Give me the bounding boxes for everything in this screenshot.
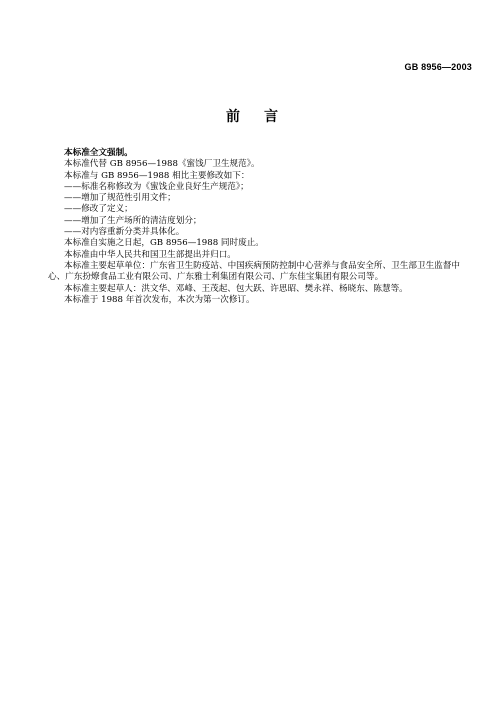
paragraph-change-2: ——增加了规范性引用文件； <box>64 193 176 204</box>
paragraph-replaces: 本标准代替 GB 8956—1988《蜜饯厂卫生规范》。 <box>64 159 260 170</box>
paragraph-change-1: ——标准名称修改为《蜜饯企业良好生产规范》； <box>64 181 249 192</box>
document-body <box>48 148 460 306</box>
paragraph-changes-intro: 本标准与 GB 8956—1988 相比主要修改如下： <box>64 170 250 181</box>
paragraph-abolish: 本标准自实施之日起，GB 8956—1988 同时废止。 <box>64 238 264 249</box>
paragraph-drafting-units: 本标准主要起草单位：广东省卫生防疫站、中国疾病预防控制中心营养与食品安全所、卫生部卫生监督中心、广东扮燎食品工业有限公司、广东雅士利集团有限公司、广东佳宝集团有限公司等。 <box>48 260 460 283</box>
paragraph-change-5: ——对内容重新分类并具体化。 <box>64 227 185 238</box>
paragraph-proposer: 本标准由中华人民共和国卫生部提出并归口。 <box>64 249 236 260</box>
page-title: 前言 <box>226 109 302 125</box>
paragraph-mandatory: 本标准全文强制。 <box>64 148 133 158</box>
paragraph-change-3: ——修改了定义； <box>64 204 133 215</box>
standard-number: GB 8956—2003 <box>404 62 472 72</box>
paragraph-change-4: ——增加了生产场所的清洁度划分； <box>64 215 202 226</box>
paragraph-history: 本标准于 1988 年首次发布，本次为第一次修订。 <box>64 294 255 305</box>
paragraph-drafters: 本标准主要起草人：洪文华、邓峰、王茂起、包大跃、许思昭、樊永祥、杨晓东、陈慧等。 <box>64 283 408 294</box>
